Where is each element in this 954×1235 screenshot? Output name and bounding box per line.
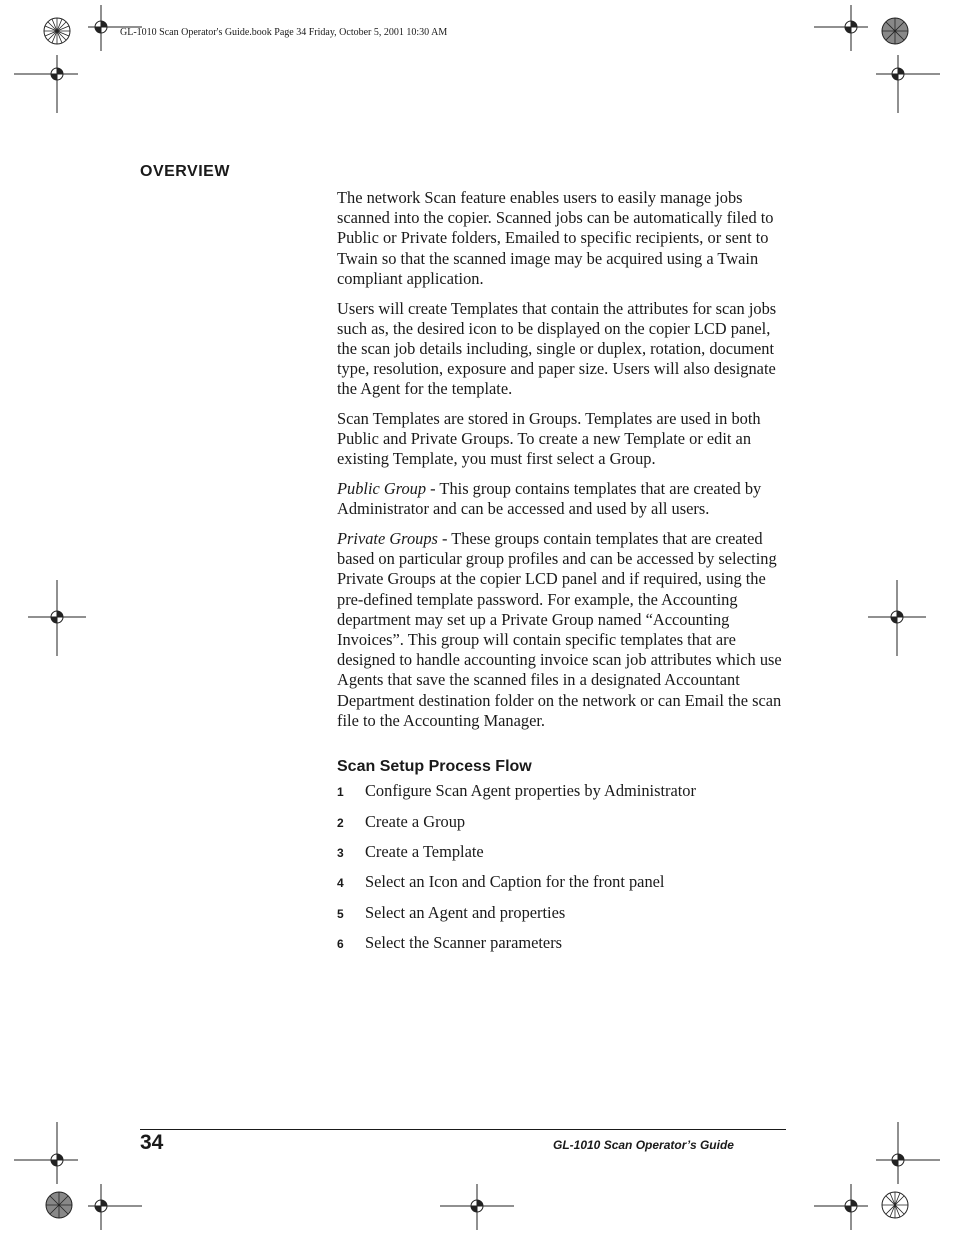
paragraph-private-groups: [337, 529, 787, 731]
registration-mark-bottom-right-icon: [880, 1190, 914, 1224]
crosshair-mid-left-icon: [28, 580, 86, 656]
paragraph-overview: The network Scan feature enables users to easily manage jobs scanned into the copier. Scanned jobs can be automatically filed to Public or Private folders, Emailed to specific recipients, or sent to Twain so that the scanned image may be acquired using a Twain compliant application.: [337, 188, 774, 288]
list-item: [337, 781, 787, 811]
step-number: 4: [337, 876, 344, 891]
print-header: GL-1010 Scan Operator's Guide.book Page 34 Friday, October 5, 2001 10:30 AM: [120, 27, 448, 38]
step-number: 2: [337, 815, 344, 830]
paragraph-public-group: [337, 479, 787, 519]
step-number: 3: [337, 846, 344, 861]
process-flow-title: Scan Setup Process Flow: [337, 758, 532, 776]
footer-rule: [140, 1129, 786, 1130]
private-groups-term: Private Groups: [337, 529, 438, 549]
page-number: 34: [140, 1131, 164, 1154]
crosshair-lower-right-icon: [876, 1122, 940, 1184]
step-text: Select an Agent and properties: [365, 902, 566, 922]
crosshair-top-right-icon: [814, 5, 868, 51]
list-item: [337, 933, 787, 963]
crosshair-mid-right-icon: [868, 580, 926, 656]
crosshair-bottom-right-icon: [814, 1184, 868, 1230]
list-item: [337, 903, 787, 933]
registration-mark-top-right-icon: [880, 16, 914, 50]
crosshair-upper-right-icon: [876, 55, 940, 113]
step-text: Create a Group: [365, 811, 466, 831]
paragraph-templates: Users will create Templates that contain the attributes for scan jobs such as, the desired icon to be displayed on the copier LCD panel, the scan job details including, single or duplex, rotation, document type, resolution, exposure and paper size. Users will also designate the Agent for the template.: [337, 298, 777, 399]
step-text: Create a Template: [365, 842, 484, 862]
step-number: 1: [337, 785, 344, 800]
process-flow-list: [337, 781, 787, 963]
crosshair-bottom-center-icon: [440, 1184, 514, 1230]
step-text: Configure Scan Agent properties by Administrator: [365, 781, 696, 801]
list-item: [337, 842, 787, 872]
step-text: Select the Scanner parameters: [365, 933, 563, 953]
public-group-term: Public Group: [337, 479, 427, 499]
list-item: [337, 812, 787, 842]
crosshair-bottom-left-icon: [88, 1184, 142, 1230]
crosshair-lower-left-icon: [14, 1122, 78, 1184]
private-groups-description: - These groups contain templates that are created based on particular group profiles and can be accessed by selecting Private Groups at the copier LCD panel and if required, using the pre-defined template password. For example, the Accounting department may set up a Private Group named “Accounting Invoices”. This group will contain specific templates that are designed to handle accounting invoice scan job attributes which use Agents that save the scanned files in a designated Accountant Department destination folder on the network or can Email the scan file to the Accounting Manager.: [337, 529, 782, 730]
list-item: [337, 872, 787, 902]
crosshair-upper-left-icon: [14, 55, 78, 113]
registration-mark-top-left-icon: [40, 16, 80, 50]
footer-guide-title: GL-1010 Scan Operator’s Guide: [553, 1138, 734, 1152]
public-group-description: - This group contains templates that are created by Administrator and can be accessed and used by all users.: [337, 479, 762, 519]
section-title: OVERVIEW: [140, 163, 230, 180]
paragraph-groups: Scan Templates are stored in Groups. Templates are used in both Public and Private Groups. To create a new Template or edit an existing Template, you must first select a Group.: [337, 409, 761, 469]
step-number: 6: [337, 937, 344, 952]
step-number: 5: [337, 906, 344, 921]
body-column: [337, 188, 787, 964]
step-text: Select an Icon and Caption for the front panel: [365, 872, 665, 892]
registration-mark-bottom-left-icon: [44, 1190, 78, 1224]
